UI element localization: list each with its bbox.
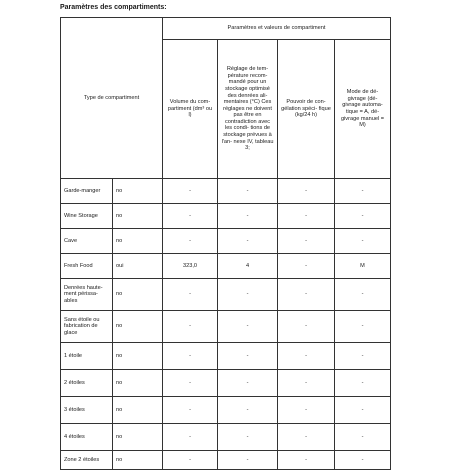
compartment-defrost: - <box>335 424 391 451</box>
compartment-freezing: - <box>278 451 335 470</box>
compartment-freezing: - <box>278 397 335 424</box>
compartment-name: 1 étoile <box>61 343 113 370</box>
compartment-present: no <box>113 343 163 370</box>
compartment-temperature: - <box>218 451 278 470</box>
compartment-present: no <box>113 229 163 254</box>
table-row <box>61 311 391 343</box>
compartment-freezing: - <box>278 311 335 343</box>
compartment-present: oui <box>113 254 163 279</box>
compartment-temperature: - <box>218 424 278 451</box>
compartment-volume: 323,0 <box>163 254 218 279</box>
table-row <box>61 179 391 204</box>
compartment-temperature: - <box>218 311 278 343</box>
compartment-defrost: - <box>335 179 391 204</box>
compartment-present: no <box>113 424 163 451</box>
compartment-present: no <box>113 279 163 311</box>
compartment-defrost: - <box>335 204 391 229</box>
compartment-temperature: - <box>218 229 278 254</box>
compartment-defrost: - <box>335 397 391 424</box>
table-row <box>61 370 391 397</box>
compartment-volume: - <box>163 370 218 397</box>
table-row <box>61 424 391 451</box>
compartment-defrost: - <box>335 343 391 370</box>
table-row <box>61 397 391 424</box>
header-temperature: Réglage de tem- pérature recom- mandé pour un stockage optimisé des denrées ali- mentaires (°C) Ces réglages ne doivent pas être en contradiction avec les condi- tions de stockage prévues à l'an- nexe IV, tableau 3; <box>218 40 278 179</box>
compartment-name: Sans étoile ou fabrication de glace <box>61 311 113 343</box>
compartment-defrost: - <box>335 279 391 311</box>
compartment-freezing: - <box>278 204 335 229</box>
compartment-name: Fresh Food <box>61 254 113 279</box>
compartment-defrost: - <box>335 311 391 343</box>
compartment-volume: - <box>163 451 218 470</box>
compartment-volume: - <box>163 204 218 229</box>
compartment-temperature: - <box>218 179 278 204</box>
compartment-defrost: - <box>335 370 391 397</box>
compartment-name: 2 étoiles <box>61 370 113 397</box>
table-row <box>61 343 391 370</box>
compartment-defrost: M <box>335 254 391 279</box>
compartment-temperature: - <box>218 279 278 311</box>
compartment-temperature: - <box>218 343 278 370</box>
compartment-freezing: - <box>278 229 335 254</box>
compartment-present: no <box>113 179 163 204</box>
compartment-name: 3 étoiles <box>61 397 113 424</box>
compartment-present: no <box>113 311 163 343</box>
compartment-freezing: - <box>278 424 335 451</box>
compartment-freezing: - <box>278 179 335 204</box>
table-row <box>61 204 391 229</box>
compartment-freezing: - <box>278 254 335 279</box>
table-row <box>61 451 391 470</box>
compartment-name: Zone 2 étoiles <box>61 451 113 470</box>
header-type: Type de compartiment <box>61 18 163 179</box>
compartment-present: no <box>113 204 163 229</box>
compartment-name: Wine Storage <box>61 204 113 229</box>
compartment-freezing: - <box>278 370 335 397</box>
table-row <box>61 229 391 254</box>
compartment-temperature: - <box>218 370 278 397</box>
compartment-name: Garde-manger <box>61 179 113 204</box>
compartment-temperature: - <box>218 397 278 424</box>
compartment-defrost: - <box>335 229 391 254</box>
header-volume: Volume du com- partiment (dm³ ou l) <box>163 40 218 179</box>
compartment-volume: - <box>163 279 218 311</box>
compartment-name: 4 étoiles <box>61 424 113 451</box>
compartment-present: no <box>113 370 163 397</box>
header-parameters-group: Paramètres et valeurs de compartiment <box>163 18 391 40</box>
compartment-volume: - <box>163 424 218 451</box>
table-row <box>61 279 391 311</box>
compartment-freezing: - <box>278 343 335 370</box>
header-defrost-mode: Mode de dé- givrage (dé- givrage automa- tique = A, dé- givrage manuel = M) <box>335 40 391 179</box>
header-freezing-capacity: Pouvoir de con- gélation spéci- fique (kg/24 h) <box>278 40 335 179</box>
compartment-defrost: - <box>335 451 391 470</box>
compartment-name: Cave <box>61 229 113 254</box>
compartment-volume: - <box>163 311 218 343</box>
table-row <box>61 254 391 279</box>
compartment-volume: - <box>163 397 218 424</box>
page-title: Paramètres des compartiments: <box>60 4 167 11</box>
compartment-name: Denrées haute- ment périssa- ables <box>61 279 113 311</box>
compartment-present: no <box>113 451 163 470</box>
compartment-parameters-table <box>60 17 391 470</box>
header-row-top <box>61 18 391 40</box>
compartment-volume: - <box>163 343 218 370</box>
compartment-temperature: 4 <box>218 254 278 279</box>
compartment-freezing: - <box>278 279 335 311</box>
compartment-temperature: - <box>218 204 278 229</box>
compartment-present: no <box>113 397 163 424</box>
compartment-volume: - <box>163 179 218 204</box>
compartment-volume: - <box>163 229 218 254</box>
